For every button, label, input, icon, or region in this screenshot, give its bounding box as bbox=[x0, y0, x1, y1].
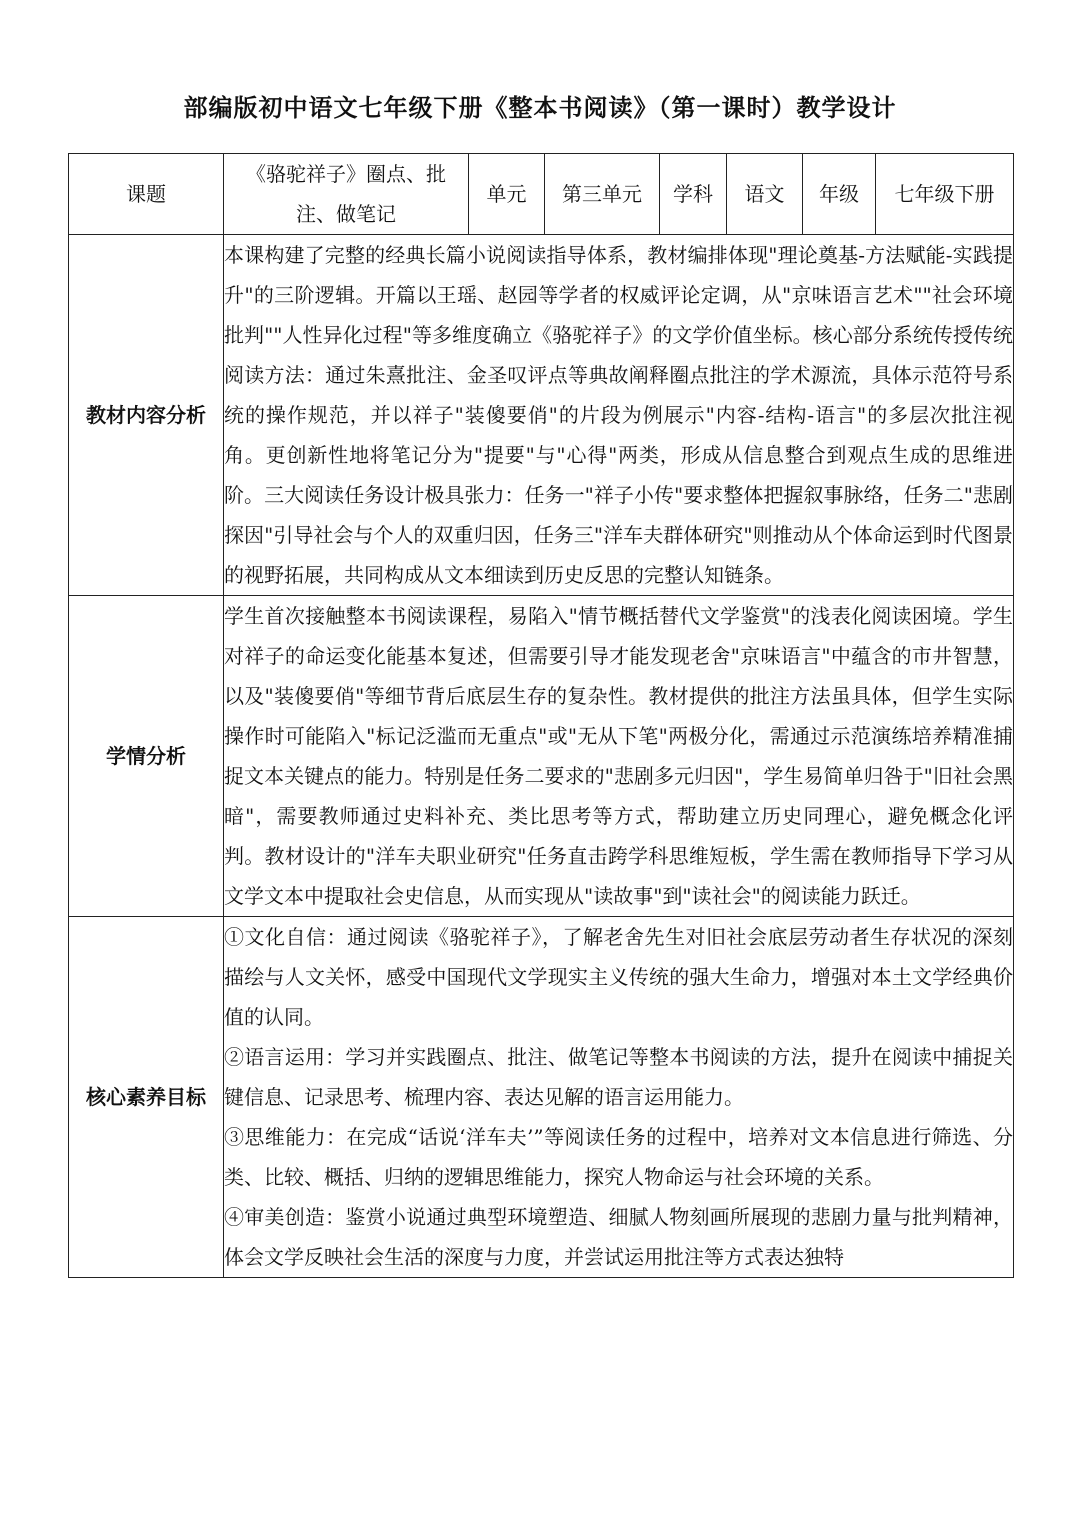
goal-item-culture: ①文化自信：通过阅读《骆驼祥子》，了解老舍先生对旧社会底层劳动者生存状况的深刻描绘与人文关怀，感受中国现代文学现实主义传统的强大生命力，增强对本土文学经典价值的认同。 bbox=[224, 925, 1013, 1029]
page-title: 部编版初中语文七年级下册《整本书阅读》（第一课时）教学设计 bbox=[183, 94, 897, 122]
core-goals-label: 核心素养目标 bbox=[69, 917, 224, 1278]
topic-label: 课题 bbox=[69, 154, 224, 235]
material-analysis-text bbox=[224, 235, 1014, 596]
topic-value: 《骆驼祥子》圈点、批注、做笔记 bbox=[224, 154, 469, 235]
goal-item-aesthetics: ④审美创造：鉴赏小说通过典型环境塑造、细腻人物刻画所展现的悲剧力量与批判精神，体会文学反映社会生活的深度与力度，并尝试运用批注等方式表达独特 bbox=[224, 1205, 1013, 1269]
material-analysis-label: 教材内容分析 bbox=[69, 235, 224, 596]
core-goals-row bbox=[69, 917, 1014, 1278]
student-analysis-row bbox=[69, 596, 1014, 917]
student-analysis-text bbox=[224, 596, 1014, 917]
material-analysis-row bbox=[69, 235, 1014, 596]
unit-value: 第三单元 bbox=[545, 154, 660, 235]
header-row bbox=[69, 154, 1014, 235]
material-analysis-paragraph: 本课构建了完整的经典长篇小说阅读指导体系，教材编排体现"理论奠基-方法赋能-实践提升"的三阶逻辑。开篇以王瑶、赵园等学者的权威评论定调，从"京味语言艺术""社会环境批判""人性异化过程"等多维度确立《骆驼祥子》的文学价值坐标。核心部分系统传授传统阅读方法：通过朱熹批注、金圣叹评点等典故阐释圈点批注的学术源流，具体示范符号系统的操作规范，并以祥子"装傻要俏"的片段为例展示"内容-结构-语言"的多层次批注视角。更创新性地将笔记分为"提要"与"心得"两类，形成从信息整合到观点生成的思维进阶。三大阅读任务设计极具张力：任务一"祥子小传"要求整体把握叙事脉络，任务二"悲剧探因"引导社会与个人的双重归因，任务三"洋车夫群体研究"则推动从个体命运到时代图景的视野拓展，共同构成从文本细读到历史反思的完整认知链条。 bbox=[224, 243, 1013, 587]
unit-label: 单元 bbox=[469, 154, 545, 235]
goal-item-thinking: ③思维能力：在完成“话说‘洋车夫’”等阅读任务的过程中，培养对文本信息进行筛选、分类、比较、概括、归纳的逻辑思维能力，探究人物命运与社会环境的关系。 bbox=[224, 1125, 1013, 1189]
lesson-plan-table bbox=[68, 153, 1014, 1278]
subject-label: 学科 bbox=[660, 154, 727, 235]
core-goals-list bbox=[224, 917, 1014, 1278]
student-analysis-label: 学情分析 bbox=[69, 596, 224, 917]
grade-label: 年级 bbox=[803, 154, 876, 235]
subject-value: 语文 bbox=[727, 154, 803, 235]
goal-item-language: ②语言运用：学习并实践圈点、批注、做笔记等整本书阅读的方法，提升在阅读中捕捉关键信息、记录思考、梳理内容、表达见解的语言运用能力。 bbox=[224, 1045, 1013, 1109]
grade-value: 七年级下册 bbox=[876, 154, 1014, 235]
student-analysis-paragraph: 学生首次接触整本书阅读课程，易陷入"情节概括替代文学鉴赏"的浅表化阅读困境。学生对祥子的命运变化能基本复述，但需要引导才能发现老舍"京味语言"中蕴含的市井智慧，以及"装傻要俏"等细节背后底层生存的复杂性。教材提供的批注方法虽具体，但学生实际操作时可能陷入"标记泛滥而无重点"或"无从下笔"两极分化，需通过示范演练培养精准捕捉文本关键点的能力。特别是任务二要求的"悲剧多元归因"，学生易简单归咎于"旧社会黑暗"，需要教师通过史料补充、类比思考等方式，帮助建立历史同理心，避免概念化评判。教材设计的"洋车夫职业研究"任务直击跨学科思维短板，学生需在教师指导下学习从文学文本中提取社会史信息，从而实现从"读故事"到"读社会"的阅读能力跃迁。 bbox=[224, 604, 1013, 908]
